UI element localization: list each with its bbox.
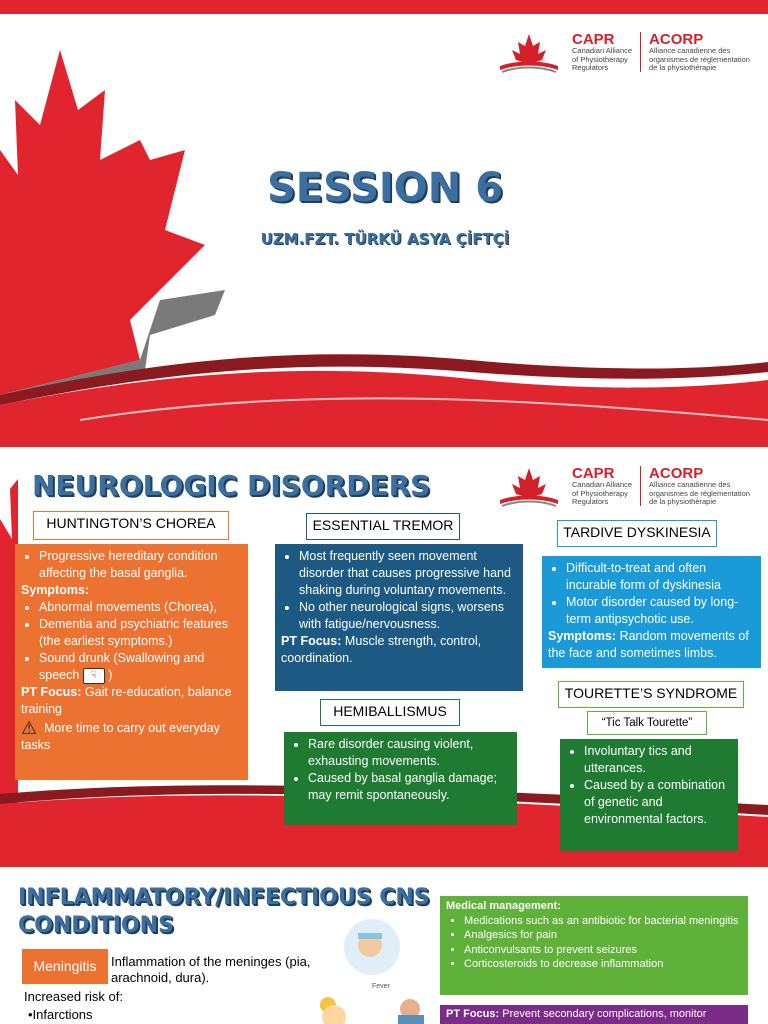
huntington-box xyxy=(15,544,248,780)
logo-divider xyxy=(640,32,641,72)
pt-focus-box xyxy=(440,1005,748,1024)
huntington-pt-text: Gait re-education, balance training xyxy=(21,685,232,716)
huntington-bullet: • Progressive hereditary condition affecting the basal ganglia. xyxy=(39,548,242,582)
huntington-bullet-text: Sound drunk (Swallowing and speech xyxy=(39,651,205,682)
fever-label: Fever xyxy=(372,983,390,990)
medical-management-item: • Corticosteroids to decrease inflammation xyxy=(464,957,742,972)
essential-tremor-label: ESSENTIAL TREMOR xyxy=(306,513,460,540)
medical-management-item: • Analgesics for pain xyxy=(464,928,742,943)
medical-management-item: • Medications such as an antibiotic for bacterial meningitis xyxy=(464,914,742,929)
tourette-quote: “Tic Talk Tourette” xyxy=(587,711,707,735)
huntington-bullet xyxy=(39,650,242,684)
tardive-symptoms-label: Symptoms: xyxy=(548,629,617,643)
speech-icon: ☟ xyxy=(83,668,105,684)
meningitis-definition: Inflammation of the meninges (pia, arachnoid, dura). xyxy=(111,954,311,985)
acorp-line: organismes de réglementation xyxy=(649,488,750,498)
tourette-box xyxy=(560,739,738,851)
slide-title-line2: CONDITIONS xyxy=(18,913,174,938)
hemiballismus-box xyxy=(284,732,517,825)
tardive-symptoms-text: Random movements of the face and sometimes limbs. xyxy=(548,629,749,660)
pt-focus-label: PT Focus: xyxy=(446,1008,500,1020)
medical-management-item: • Anticonvulsants to prevent seizures xyxy=(464,943,742,958)
medical-management-title: Medical management: xyxy=(446,900,561,912)
huntington-label: HUNTINGTON’S CHOREA xyxy=(33,511,229,540)
capr-name: CAPR xyxy=(572,465,615,482)
patient-illustration xyxy=(312,917,432,1024)
slide-title-line1: INFLAMMATORY/INFECTIOUS CNS xyxy=(18,885,430,910)
warning-icon: ⚠ xyxy=(21,718,38,738)
presenter-name: UZM.FZT. TÜRKÜ ASYA ÇİFTÇİ xyxy=(260,230,510,248)
medical-management-box xyxy=(440,896,748,995)
huntington-symptoms-label: Symptoms: xyxy=(21,583,90,597)
risk-item: •Infarctions xyxy=(28,1007,93,1022)
logo-divider xyxy=(640,466,641,506)
essential-tremor-pt-text: Muscle strength, control, coordination. xyxy=(281,634,482,665)
capr-logo xyxy=(498,466,750,510)
acorp-line: de la physiothérapie xyxy=(649,63,717,72)
acorp-line: de la physiothérapie xyxy=(649,497,717,506)
slide-inflammatory-cns xyxy=(0,869,768,1024)
medical-management-list xyxy=(446,914,742,972)
acorp-name: ACORP xyxy=(649,31,704,48)
slide-title xyxy=(0,0,768,447)
pt-focus-text: Prevent secondary complications, monitor xyxy=(502,1008,707,1020)
hemiballismus-label: HEMIBALLISMUS xyxy=(320,699,460,726)
capr-line: Regulators xyxy=(572,497,609,506)
slide-neurologic-disorders xyxy=(0,449,768,867)
tardive-bullet: • Difficult-to-treat and often incurable form of dyskinesia xyxy=(566,560,755,594)
capr-line: Canadian Alliance xyxy=(572,480,633,489)
acorp-line: Alliance canadienne des xyxy=(649,480,731,489)
slide-title: NEUROLOGIC DISORDERS xyxy=(32,469,431,502)
capr-line: Regulators xyxy=(572,63,609,72)
maple-leaf-icon xyxy=(498,466,560,510)
capr-line: of Physiotherapy xyxy=(572,54,628,64)
huntington-pt-label: PT Focus: xyxy=(21,685,82,699)
capr-line: of Physiotherapy xyxy=(572,488,628,498)
tourette-label: TOURETTE’S SYNDROME xyxy=(558,681,744,708)
tardive-bullet: • Motor disorder caused by long-term antipsychotic use. xyxy=(566,594,755,628)
tardive-dyskinesia-label: TARDIVE DYSKINESIA xyxy=(557,520,717,547)
essential-tremor-pt-label: PT Focus: xyxy=(281,634,342,648)
tourette-bullet: • Caused by a combination of genetic and environmental factors. xyxy=(584,777,732,828)
acorp-name: ACORP xyxy=(649,465,704,482)
essential-tremor-bullet: • Most frequently seen movement disorder that causes progressive hand shaking during voluntary movements. xyxy=(299,548,517,599)
session-title: SESSION 6 xyxy=(266,165,504,211)
huntington-bullet-end: ) xyxy=(108,668,113,682)
capr-logo xyxy=(498,32,750,76)
hemiballismus-bullet: • Caused by basal ganglia damage; may remit spontaneously. xyxy=(308,770,511,804)
maple-leaf-icon xyxy=(498,32,560,76)
acorp-line: organismes de réglementation xyxy=(649,54,750,64)
acorp-line: Alliance canadienne des xyxy=(649,46,731,55)
huntington-warning-text: More time to carry out everyday tasks xyxy=(21,721,220,752)
capr-name: CAPR xyxy=(572,31,615,48)
tardive-dyskinesia-box xyxy=(542,556,761,668)
meningitis-label: Meningitis xyxy=(22,949,108,984)
capr-line: Canadian Alliance xyxy=(572,46,633,55)
tourette-bullet: • Involuntary tics and utterances. xyxy=(584,743,732,777)
risk-heading: Increased risk of: xyxy=(24,989,123,1004)
huntington-bullet: • Dementia and psychiatric features (the earliest symptoms.) xyxy=(39,616,242,650)
huntington-bullet: • Abnormal movements (Chorea), xyxy=(39,599,242,616)
essential-tremor-box xyxy=(275,544,523,691)
essential-tremor-bullet: • No other neurological signs, worsens with fatigue/nervousness. xyxy=(299,599,517,633)
hemiballismus-bullet: • Rare disorder causing violent, exhausting movements. xyxy=(308,736,511,770)
